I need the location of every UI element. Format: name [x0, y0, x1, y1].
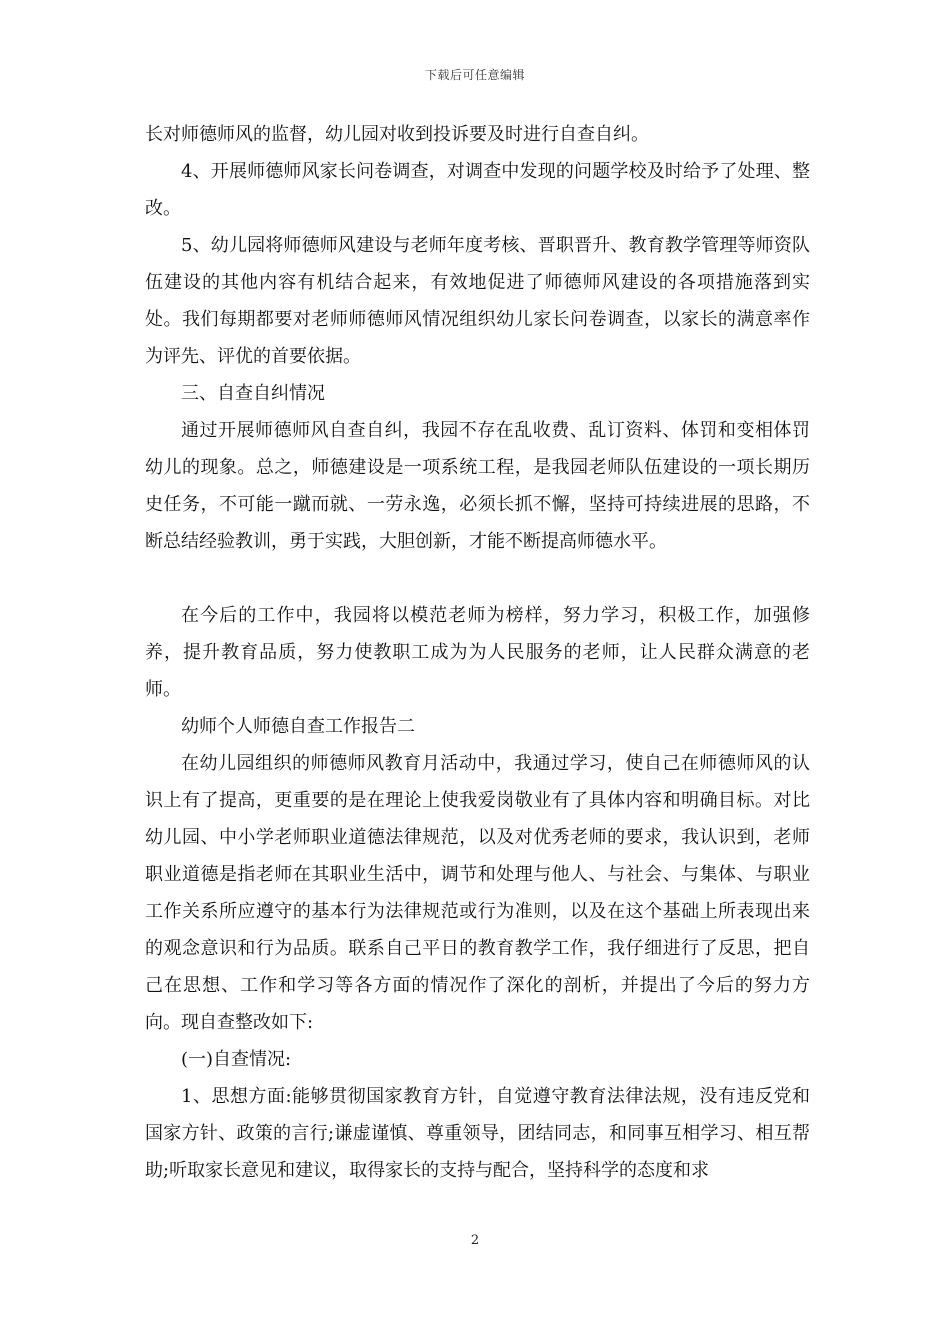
paragraph-future-work: 在今后的工作中，我园将以模范老师为榜样，努力学习，积极工作，加强修养，提升教育品质，努力使教职工成为为人民服务的老师，让人民群众满意的老师。	[145, 605, 810, 700]
page-header-note: 下载后可任意编辑	[424, 68, 525, 82]
paragraph-self-check: 通过开展师德师风自查自纠，我园不存在乱收费、乱订资料、体罚和变相体罚幼儿的现象。总之，师德建设是一项系统工程，是我园老师队伍建设的一项长期历史任务，不可能一蹴而就、一劳永逸，必须长抓不懈，坚持可持续进展的思路，不断总结经验教训，勇于实践，大胆创新，才能不断提高师德水平。	[145, 420, 810, 552]
paragraph-item-4: 4、开展师德师风家长问卷调查，对调查中发现的问题学校及时给予了处理、整改。	[145, 161, 810, 219]
report-title-2: 幼师个人师德自查工作报告二	[181, 716, 415, 737]
paragraph-intro-report-2: 在幼儿园组织的师德师风教育月活动中，我通过学习，使自己在师德师风的认识上有了提高，更重要的是在理论上使我爱岗敬业有了具体内容和明确目标。对比幼儿园、中小学老师职业道德法律规范，以及对优秀老师的要求，我认识到，老师职业道德是指老师在其职业生活中，调节和处理与他人、与社会、与集体、与职业工作关系所应遵守的基本行为法律规范或行为准则，以及在这个基础上所表现出来的观念意识和行为品质。联系自己平日的教育教学工作，我仔细进行了反思，把自己在思想、工作和学习等各方面的情况作了深化的剖析，并提出了今后的努力方向。现自查整改如下:	[145, 753, 810, 1033]
paragraph-thought-aspect: 1、思想方面:能够贯彻国家教育方针，自觉遵守教育法律法规，没有违反党和国家方针、政策的言行;谦虚谨慎、尊重领导，团结同志，和同事互相学习、相互帮助;听取家长意见和建议，取得家长的支持与配合，坚持科学的态度和求	[145, 1086, 810, 1181]
paragraph-continuation: 长对师德师风的监督，幼儿园对收到投诉要及时进行自查自纠。	[145, 124, 649, 145]
page-number: 2	[470, 1233, 480, 1248]
section-heading-3: 三、自查自纠情况	[181, 383, 325, 404]
paragraph-item-5: 5、幼儿园将师德师风建设与老师年度考核、晋职晋升、教育教学管理等师资队伍建设的其他内容有机结合起来，有效地促进了师德师风建设的各项措施落到实处。我们每期都要对老师师德师风情况组织幼儿家长问卷调查，以家长的满意率作为评先、评优的首要依据。	[145, 235, 810, 367]
subheading-self-check: (一)自查情况:	[181, 1049, 292, 1070]
paragraph-spacer	[145, 560, 810, 597]
document-body	[145, 116, 810, 1189]
